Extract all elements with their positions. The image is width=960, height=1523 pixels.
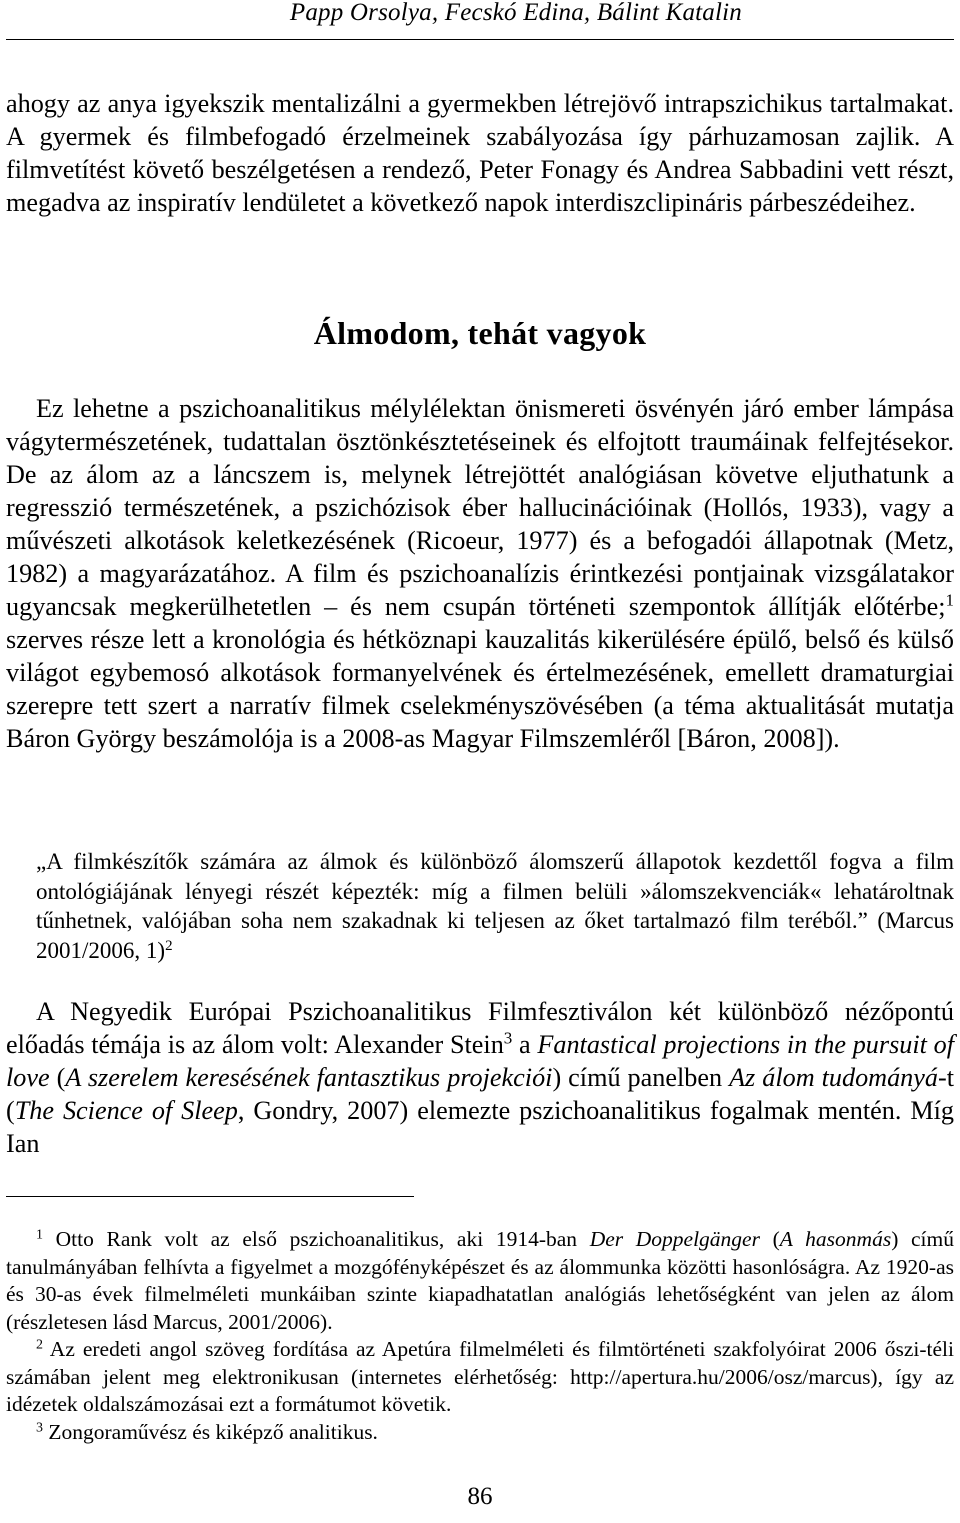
running-title: Papp Orsolya, Fecskó Edina, Bálint Katalin [289,0,742,26]
footnote-1-italic-title: Der Doppelgänger [589,1227,760,1251]
page-number: 86 [467,1483,493,1510]
quote-text: „A filmkészítők számára az álmok és különböző álomszerű állapotok kezdettől fogva a film ontológiájának lényegi részét képezték: míg a filmen belüli »álomszekvenciák« lehatároltnak tűnhetnek, valójában soha nem szakadnak ki teljesen az őket tartalmazó film teréből.” (Marcus 2001/2006, 1) [36,849,954,963]
running-header [0,0,960,34]
footnote-ref-3: 3 [503,1028,513,1048]
footnote-2 [6,1336,954,1419]
footnote-1-italic-translation: A hasonmás [779,1227,892,1251]
paragraph-3-part1: A Negyedik Európai Pszichoanalitikus Filmfesztiválon két különböző nézőpontú előadás témája is az álom volt: Alexander Stein [6,997,954,1059]
paragraph-2 [6,392,954,755]
section-title: Álmodom, tehát vagyok [313,315,647,351]
footnote-1-part2: ( [759,1227,780,1251]
footnote-ref-1: 1 [945,590,954,610]
paragraph-3 [6,995,954,1160]
footnote-3-number: 3 [36,1419,43,1435]
footnote-1-number: 1 [36,1227,43,1243]
paragraph-3-part5: -t ( [6,1063,954,1125]
footnote-rule [6,1196,414,1197]
paragraph-2-part2: szerves része lett a kronológia és hétköznapi kauzalitás kikerülésére épülő, belső és külső világot egybemosó alkotások formanyelvének és értelmezésének, emellett dramaturgiai szerepre tett szert a narratív filmek cselekményszövésében (a téma aktualitását mutatja Báron György beszámolója is a 2008-as Magyar Filmszemléről [Báron, 2008]). [6,625,954,753]
paragraph-1: ahogy az anya igyekszik mentalizálni a gyermekben létrejövő intrapszichikus tartalmakat. A gyermek és filmbefogadó érzelmeinek szabályozása így párhuzamosan zajlik. A filmvetítést követő beszélgetésen a rendező, Peter Fonagy és Andrea Sabbadini vett részt, megadva az inspiratív lendületet a következő napok interdiszclipináris párbeszédeihez. [6,89,954,217]
paragraph-3-part3: ( [49,1063,66,1092]
title-az-alom-tudomanya: Az álom tudományá [729,1063,938,1092]
header-rule [6,39,954,40]
title-fantastical-projections: Fantastical projections in the pursuit of love [6,1030,954,1092]
paragraph-3-part6: , Gondry, 2007) elemezte pszichoanalitikus fogalmak mentén. Míg Ian [6,1096,954,1158]
block-quote [36,847,954,965]
footnote-2-text: Az eredeti angol szöveg fordítása az Apetúra filmelméleti és filmtörténeti szakfolyóirat 2006 őszi-téli számában jelent meg elektronikusan (internetes elérhetőség: http://apertura.hu/2006/osz/marcus), így az idézetek oldalszámozásai ezt a formátumot követik. [6,1337,954,1416]
footnote-1-part1: Otto Rank volt az első pszichoanalitikus, aki 1914-ban [42,1227,590,1251]
footnote-2-number: 2 [36,1337,43,1353]
footnote-3-text: Zongoraművész és kiképző analitikus. [42,1419,378,1444]
footnote-1-part3: ) című tanulmányában felhívta a figyelmet a mozgófényképészet és az álommunka közötti hasonlóságra. Az 1920-as és 30-as évek filmelméleti munkáiban szinte kiapadhatatlan analógiás lehetőségként van jelen az álom (részletesen lásd Marcus, 2001/2006). [6,1227,954,1334]
footnote-ref-2: 2 [165,937,173,954]
paragraph-3-part2: a [512,1030,538,1059]
footnote-1 [6,1226,954,1336]
title-science-of-sleep: The Science of Sleep [14,1096,238,1125]
title-hungarian-translation: A szerelem keresésének fantasztikus projekciói [65,1063,553,1092]
footnotes [6,1226,954,1446]
paragraph-2-part1: Ez lehetne a pszichoanalitikus mélylélektan önismereti ösvényén járó ember lámpása vágytermészetének, tudattalan ösztönkésztetéseinek és elfojtott traumáinak felfejtésekor. De az álom az a láncszem is, melynek létrejöttét analógiásan követve eljuthatunk a regresszió természetének, a pszichózisok éber hallucinációinak (Hollós, 1933), vagy a művészeti alkotások keletkezésének (Ricoeur, 1977) és a befogadói állapotnak (Metz, 1982) a magyarázatához. A film és pszichoanalízis érintkezési pontjainak vizsgálatakor ugyancsak megkerülhetetlen – és nem csupán történeti szempontok állítják előtérbe; [6,394,954,621]
paragraph-3-part4: ) című panelben [552,1063,730,1092]
footnote-3 [6,1419,954,1447]
